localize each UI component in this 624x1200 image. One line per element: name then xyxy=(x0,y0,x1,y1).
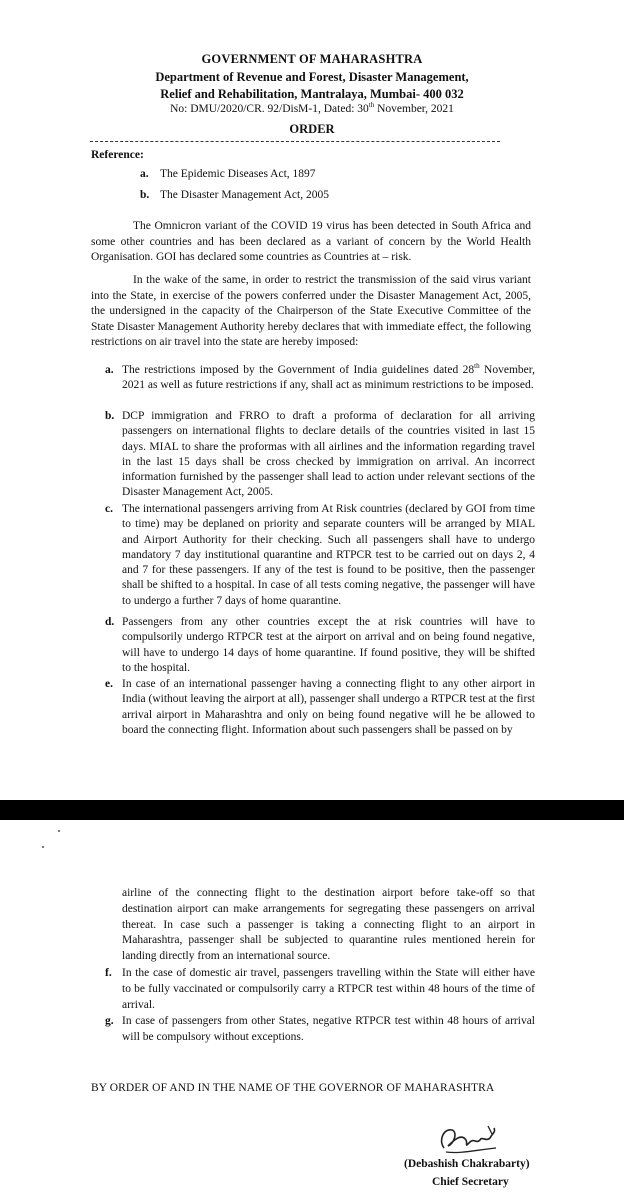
order-number-date: No: DMU/2020/CR. 92/DisM-1, Dated: 30th November, 2021 xyxy=(170,101,454,115)
restriction-item-e: e. In case of an international passenger having a connecting flight to any other airport in India (without leaving the airport at all), passenger shall undergo a RTPCR test at the first arrival airport in Maharashtra and only on being found negative will he be allowed to board the connecting flight. Information about such passengers shall be passed on by xyxy=(105,678,536,736)
scan-mark xyxy=(58,830,60,832)
restriction-item-a: a. The restrictions imposed by the Government of India guidelines dated 28th November, 2021 as well as future restrictions if any, shall act as minimum restrictions to be imposed. xyxy=(105,362,535,392)
department-line-2: Relief and Rehabilitation, Mantralaya, Mumbai- 400 032 xyxy=(160,87,464,101)
by-order-line: BY ORDER OF AND IN THE NAME OF THE GOVERNOR OF MAHARASHTRA xyxy=(91,1082,495,1094)
document-page-1: GOVERNMENT OF MAHARASHTRA Department of Revenue and Forest, Disaster Management, Relief and Rehabilitation, Mantralaya, Mumbai- 400 032 No: DMU/2020/CR. 92/DisM-1, Dated: 30th November, 2021 ORDER Reference: a. The Epidemic Diseases Act, 1897 b. The Disaster Management Act, 2005 The Omnicron variant of the COVID 19 virus has been detected in South Africa and some other countries and has been declared as a variant of concern by the World Health Organisation. GOI has declared some countries as Countries at – risk. In the wake of the same, in order to restrict the transmission of the said virus variant into the State, in exercise of the powers conferred under the Disaster Management Act, 2005, the undersigned in the capacity of the Chairperson of the State Executive Committee of the State Disaster Management Authority hereby declares that with immediate effect, the following restrictions on air travel into the state are hereby imposed: a. The restrictions imposed by the Government of India guidelines dated 28th November, 2021 as well as future restrictions if any, shall act as minimum restrictions to be imposed. b. DCP immigration and FRRO to draft a proforma of declaration for all arriving passengers on international flights to declare details of the countries visited in last 15 days. MIAL to share the proformas with all airlines and the information regarding travel in the last 15 days shall be cross checked by immigration on arrival. An incorrect information furnished by the passenger shall lead to action under relevant sections of the Disaster Management Act, 2005. c. The international passengers arriving from At Risk countries (declared by GOI from time to time) may be deplaned on priority and separate counters will be arranged by MIAL and Airport Authority for their checking. Such all passengers shall have to undergo mandatory 7 day institutional quarantine and RTPCR test to be carried out on days 2, 4 and 7 for these passengers. If any of the test is found to be positive, then the passenger shall be shifted to a hospital. In case of all tests coming negative, the passenger will have to undergo a further 7 days of home quarantine. d. Passengers from any other countries except the at risk countries will have to compulsorily undergo RTPCR test at the airport on arrival and on being found negative, will have to undergo 14 days of home quarantine. If found positive, they will be shifted to the hospital. e. In case of an international passenger having a connecting flight to any other airport in India (without leaving the airport at all), passenger shall undergo a RTPCR test at the first arrival airport in Maharashtra and only on being found negative will he be allowed to board the connecting flight. Information about such passengers shall be passed on by xyxy=(0,0,624,800)
restriction-item-d: d. Passengers from any other countries except the at risk countries will have to compulsorily undergo RTPCR test at the airport on arrival and on being found negative, will have to undergo 14 days of home quarantine. If found positive, they will be shifted to the hospital. xyxy=(105,616,535,674)
department-line-1: Department of Revenue and Forest, Disaster Management, xyxy=(155,70,469,84)
signature-image xyxy=(436,1120,506,1160)
government-title: GOVERNMENT OF MAHARASHTRA xyxy=(201,52,423,66)
signatory-name: (Debashish Chakrabarty) xyxy=(404,1158,530,1170)
document-page-2 xyxy=(0,820,624,1200)
restriction-item-e-continued: airline of the connecting flight to the destination airport before take-off so that destination airport can make arrangements for segregating these passengers on arrival thereat. In case such a passenger is taking a connecting flight to an airport in Maharashtra, passenger shall be subjected to quarantine rules mentioned herein for landing directly from an international source. xyxy=(122,887,535,963)
scan-mark xyxy=(42,846,44,848)
reference-heading: Reference: xyxy=(91,149,144,161)
restriction-item-f: f. In the case of domestic air travel, passengers travelling within the State will either have to be fully vaccinated or compulsorily carry a RTPCR test within 48 hours of the time of arrival. xyxy=(105,967,535,1011)
restriction-item-c: c. The international passengers arriving from At Risk countries (declared by GOI from time to time) may be deplaned on priority and separate counters will be arranged by MIAL and Airport Authority for their checking. Such all passengers shall have to undergo mandatory 7 day institutional quarantine and RTPCR test to be carried out on days 2, 4 and 7 for these passengers. If any of the test is found to be positive, then the passenger shall be shifted to a hospital. In case of all tests coming negative, the passenger will have to undergo a further 7 days of home quarantine. xyxy=(105,503,535,607)
restriction-item-g: g. In case of passengers from other States, negative RTPCR test within 48 hours of arrival will be compulsory without exceptions. xyxy=(105,1015,535,1043)
dashed-divider xyxy=(90,141,500,142)
intro-paragraph: The Omnicron variant of the COVID 19 virus has been detected in South Africa and some other countries and has been declared as a variant of concern by the World Health Organisation. GOI has declared some countries as Countries at – risk. xyxy=(91,220,531,263)
order-heading: ORDER xyxy=(289,122,335,136)
signatory-title: Chief Secretary xyxy=(432,1176,509,1188)
declaration-paragraph: In the wake of the same, in order to restrict the transmission of the said virus variant into the State, in exercise of the powers conferred under the Disaster Management Act, 2005, the undersigned in the capacity of the Chairperson of the State Executive Committee of the State Disaster Management Authority hereby declares that with immediate effect, the following restrictions on air travel into the state are hereby imposed: xyxy=(91,274,531,348)
restriction-item-b: b. DCP immigration and FRRO to draft a proforma of declaration for all arriving passengers on international flights to declare details of the countries visited in last 15 days. MIAL to share the proformas with all airlines and the information regarding travel in the last 15 days shall be cross checked by immigration on arrival. An incorrect information furnished by the passenger shall lead to action under relevant sections of the Disaster Management Act, 2005. xyxy=(105,410,535,499)
